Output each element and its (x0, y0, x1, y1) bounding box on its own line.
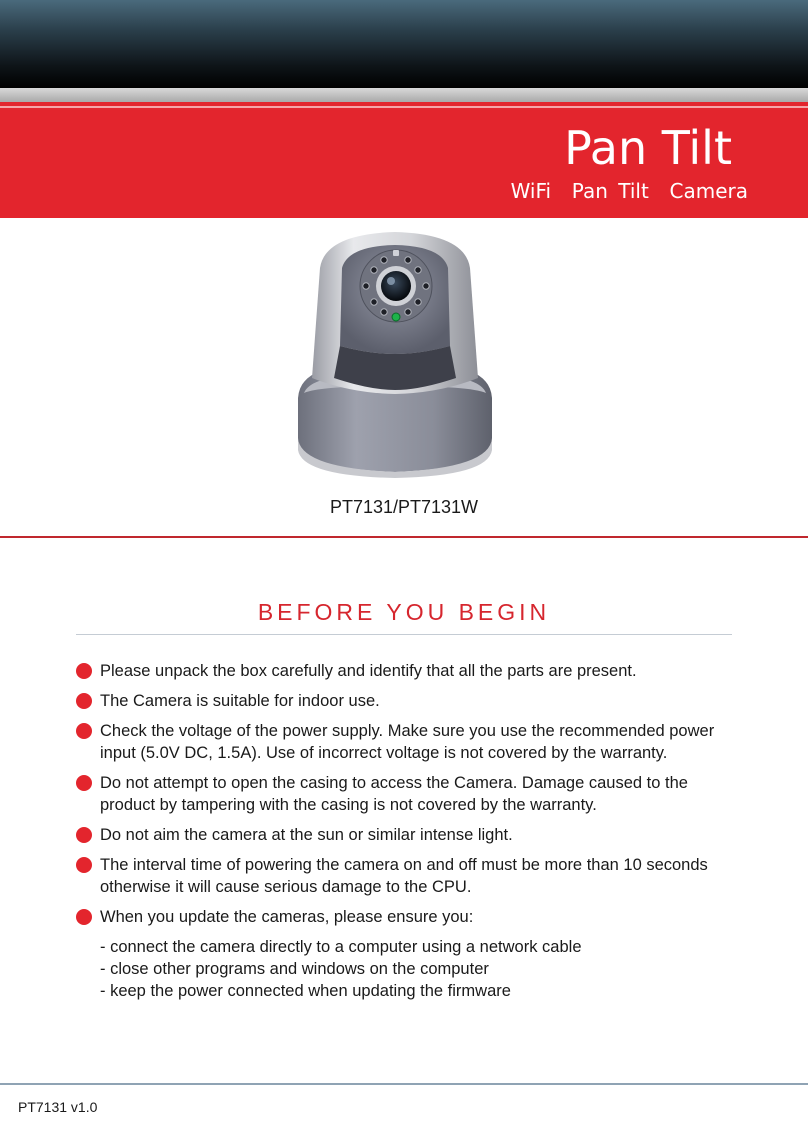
footer-version: PT7131 v1.0 (18, 1099, 98, 1115)
model-number: PT7131/PT7131W (329, 497, 479, 517)
header-highlight-line (0, 106, 808, 108)
bullet-icon (76, 857, 92, 873)
page-title: Pan Tilt (564, 121, 732, 175)
update-steps-list (100, 936, 582, 1002)
instructions-list (76, 660, 736, 936)
sub-list-item: - connect the camera directly to a computer using a network cable (100, 938, 582, 956)
list-item (76, 824, 736, 846)
footer-rule (0, 1083, 808, 1085)
bullet-icon (76, 693, 92, 709)
section-title: BEFORE YOU BEGIN (257, 599, 551, 625)
header-gray-stripe (0, 88, 808, 102)
bullet-icon (76, 775, 92, 791)
list-item-text: The interval time of powering the camera on and off must be more than 10 seconds otherwise it will cause serious damage to the CPU. (100, 856, 708, 896)
page-subtitle: WiFi Pan Tilt Camera (510, 179, 748, 203)
header-dark-bar (0, 0, 808, 88)
bullet-icon (76, 909, 92, 925)
pan-tilt-camera-image (290, 228, 500, 478)
bullet-icon (76, 663, 92, 679)
list-item-text: When you update the cameras, please ensure you: (100, 908, 474, 926)
list-item-text: Please unpack the box carefully and identify that all the parts are present. (100, 662, 637, 680)
list-item (76, 690, 736, 712)
bullet-icon (76, 827, 92, 843)
list-item (76, 660, 736, 682)
sub-list-item: - keep the power connected when updating the firmware (100, 982, 511, 1000)
list-item-text: Check the voltage of the power supply. Make sure you use the recommended power input (5.0V DC, 1.5A). Use of incorrect voltage is not covered by the warranty. (100, 722, 715, 762)
list-item (76, 720, 736, 764)
section-underline (76, 634, 732, 635)
list-item-text: The Camera is suitable for indoor use. (100, 692, 380, 710)
bullet-icon (76, 723, 92, 739)
list-item (76, 854, 736, 898)
list-item-text: Do not aim the camera at the sun or similar intense light. (100, 826, 513, 844)
list-item (76, 906, 736, 928)
section-divider (0, 536, 808, 538)
sub-list-item: - close other programs and windows on the computer (100, 960, 489, 978)
list-item-text: Do not attempt to open the casing to access the Camera. Damage caused to the product by tampering with the casing is not covered by the warranty. (100, 774, 688, 814)
list-item (76, 772, 736, 816)
